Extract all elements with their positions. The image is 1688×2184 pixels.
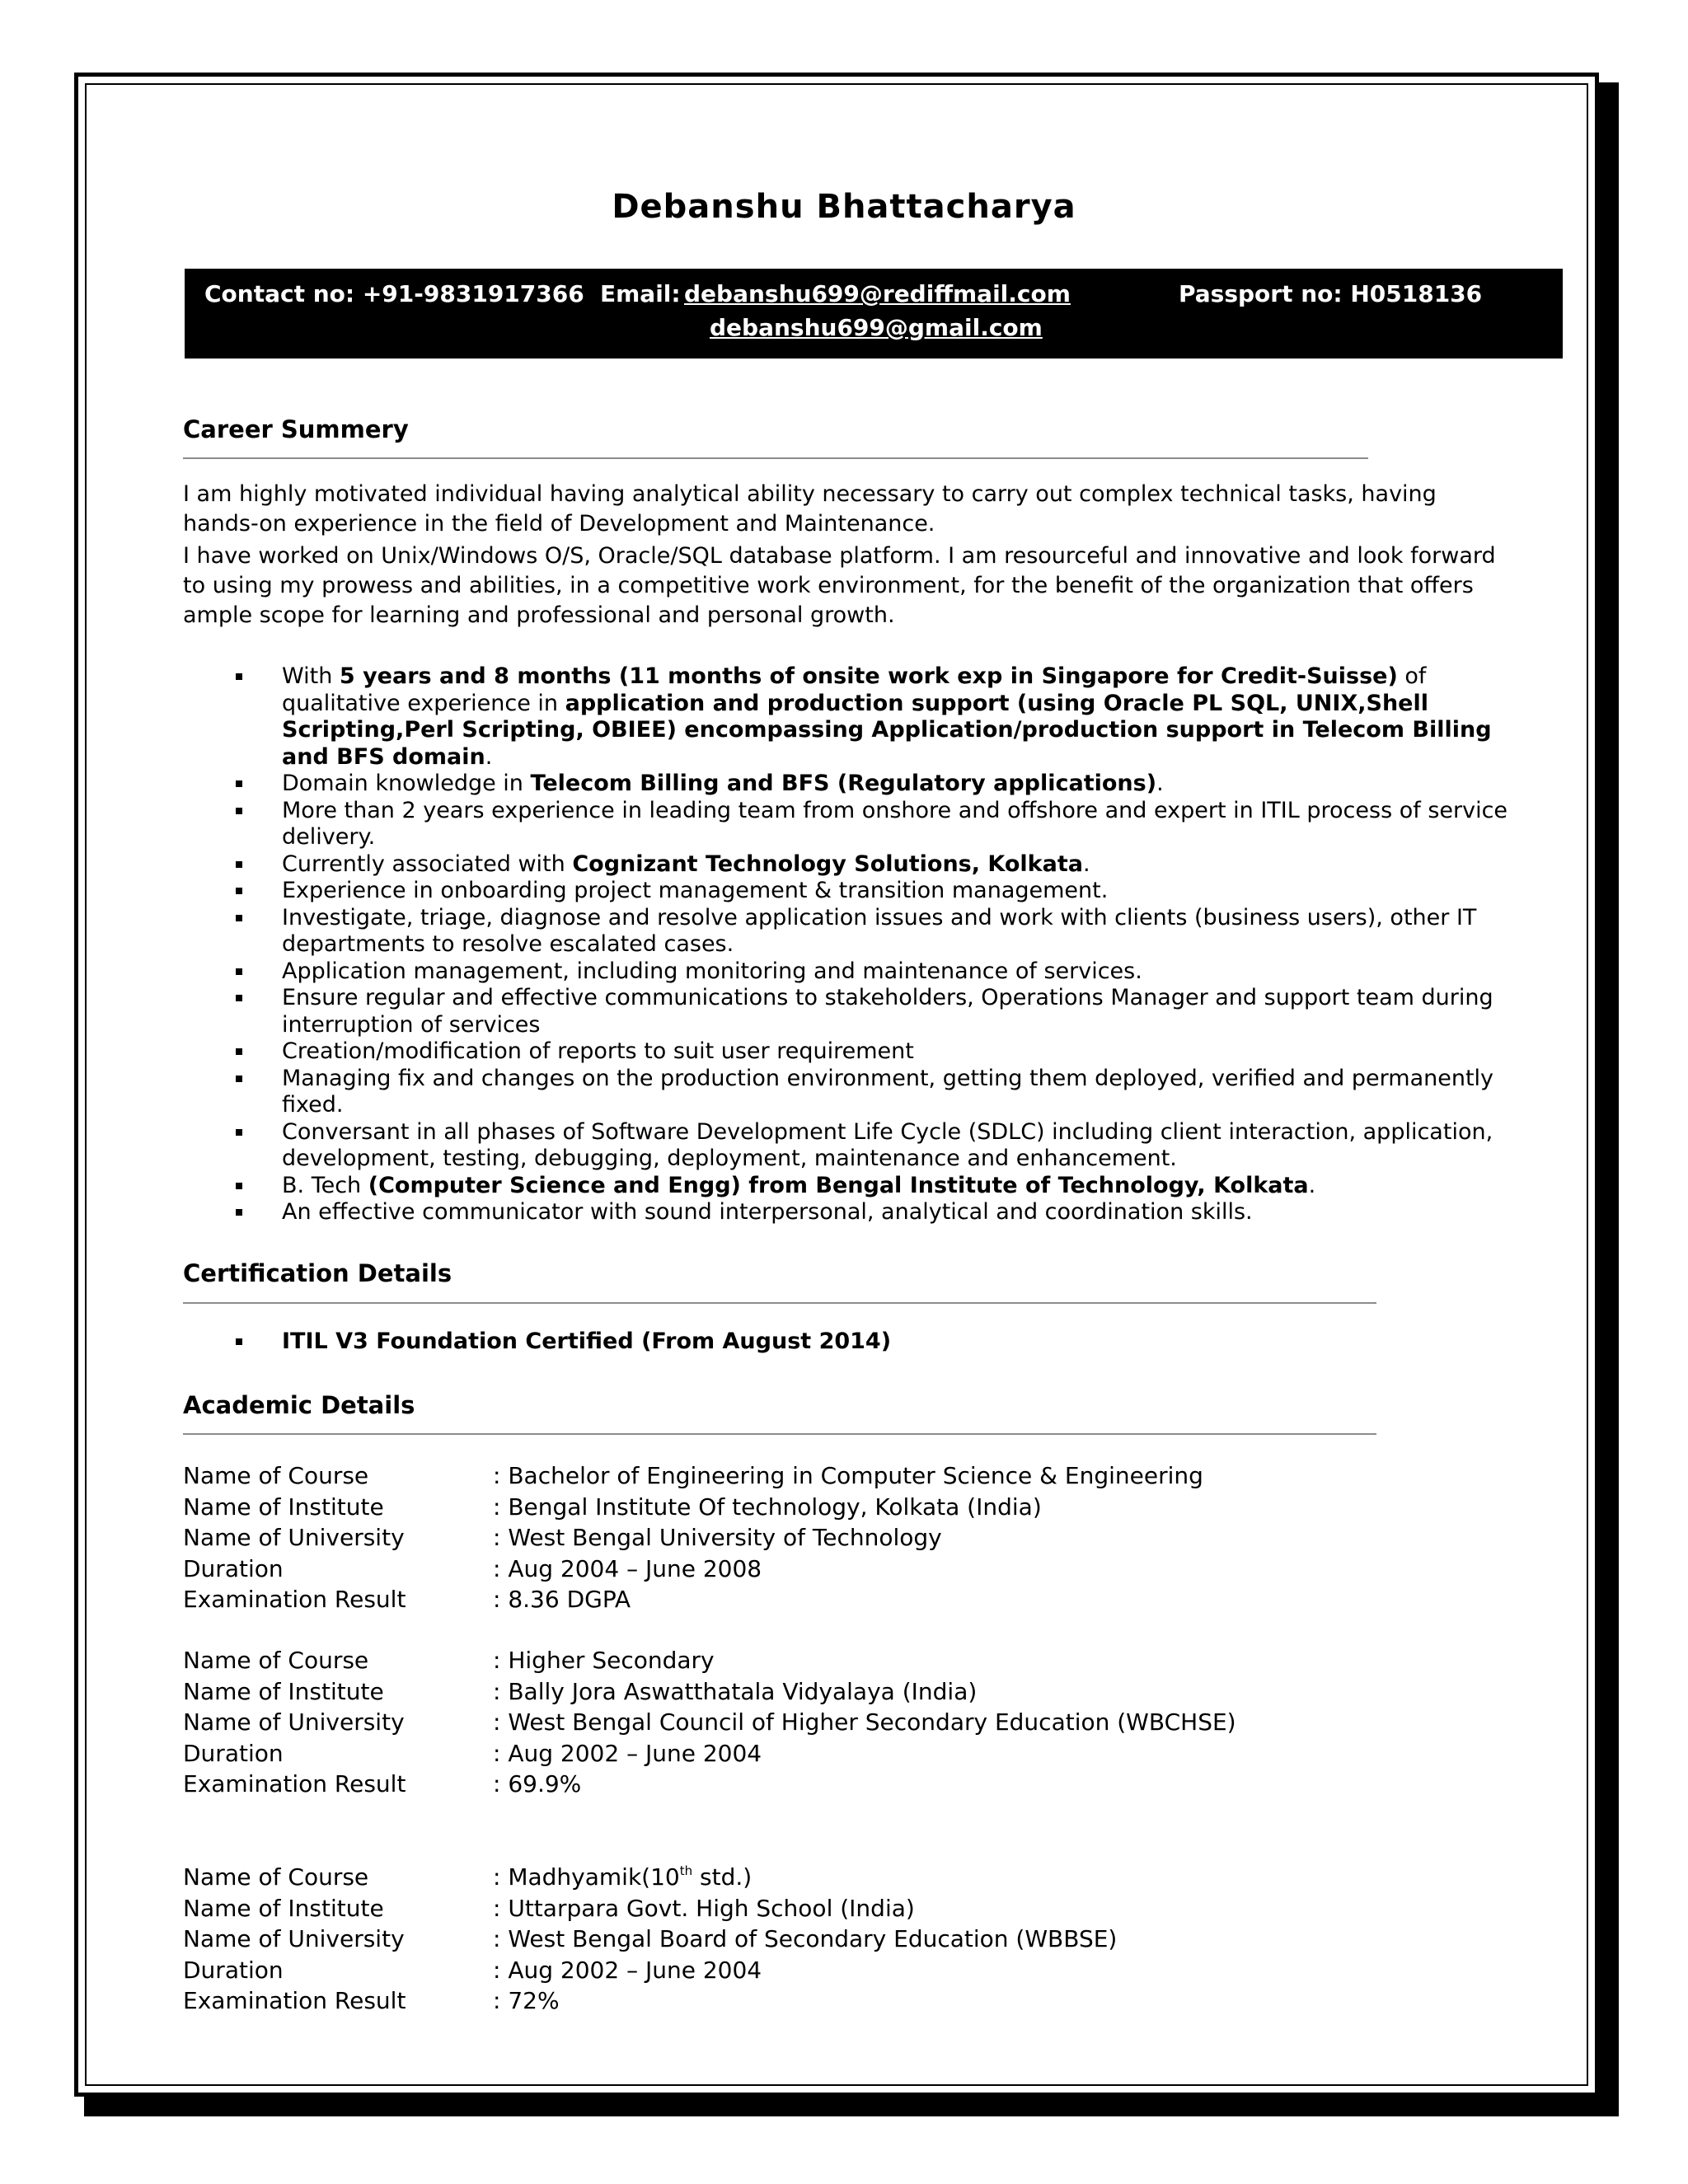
candidate-name: Debanshu Bhattacharya bbox=[612, 188, 1076, 226]
bullet-icon bbox=[236, 1048, 242, 1055]
list-item: More than 2 years experience in leading team from onshore and offshore and expert in ITIL process of service delivery. bbox=[183, 798, 1518, 851]
certification-list bbox=[183, 1329, 1518, 1356]
bullet-icon bbox=[236, 915, 242, 921]
bullet-icon bbox=[236, 808, 242, 814]
career-paragraph-2: I have worked on Unix/Windows O/S, Oracle/SQL database platform. I am resourceful and innovative and look forward to using my prowess and abilities, in a competitive work environment, for the benefit of the organization that offers ample scope for learning and professional and personal growth. bbox=[183, 543, 1496, 628]
contact-email-label: Email: bbox=[600, 280, 681, 307]
academic-heading: Academic Details bbox=[183, 1391, 415, 1419]
list-item: ITIL V3 Foundation Certified (From August 2014) bbox=[183, 1329, 1518, 1356]
email-link-primary[interactable]: debanshu699@rediffmail.com bbox=[684, 280, 1071, 307]
section-divider bbox=[183, 1302, 1376, 1304]
bullet-icon bbox=[236, 1183, 242, 1189]
email-link-secondary[interactable]: debanshu699@gmail.com bbox=[710, 314, 1043, 341]
list-item: An effective communicator with sound interpersonal, analytical and coordination skills. bbox=[183, 1199, 1518, 1226]
list-item: Investigate, triage, diagnose and resolve application issues and work with clients (business users), other IT departments to resolve escalated cases. bbox=[183, 905, 1518, 958]
list-item: Ensure regular and effective communications to stakeholders, Operations Manager and support team during interruption of services bbox=[183, 985, 1518, 1038]
bullet-icon bbox=[236, 968, 242, 975]
bullet-icon bbox=[236, 995, 242, 1001]
contact-passport: Passport no: H0518136 bbox=[1179, 280, 1483, 307]
career-summary-heading: Career Summery bbox=[183, 415, 409, 443]
bullet-icon bbox=[236, 1338, 242, 1345]
bullet-icon bbox=[236, 1129, 242, 1136]
bullet-icon bbox=[236, 780, 242, 787]
career-bullet-list bbox=[183, 663, 1518, 1226]
list-item: Application management, including monitoring and maintenance of services. bbox=[183, 958, 1518, 986]
bullet-icon bbox=[236, 861, 242, 868]
bullet-icon bbox=[236, 888, 242, 894]
list-item: Currently associated with Cognizant Technology Solutions, Kolkata. bbox=[183, 851, 1518, 879]
list-item: With 5 years and 8 months (11 months of onsite work exp in Singapore for Credit-Suisse) of qualitative experience in application and production support (using Oracle PL SQL, UNIX,Shell Scripting,Perl Scripting, OBIEE) encompassing Application/production support in Telecom Billing and BFS domain. bbox=[183, 663, 1518, 771]
certification-heading: Certification Details bbox=[183, 1259, 452, 1287]
list-item: Managing fix and changes on the production environment, getting them deployed, verified and permanently fixed. bbox=[183, 1066, 1518, 1119]
list-item: Domain knowledge in Telecom Billing and BFS (Regulatory applications). bbox=[183, 771, 1518, 798]
list-item: Conversant in all phases of Software Development Life Cycle (SDLC) including client interaction, application, development, testing, debugging, deployment, maintenance and enhancement. bbox=[183, 1119, 1518, 1173]
contact-phone: Contact no: +91-9831917366 bbox=[204, 280, 584, 307]
bullet-icon bbox=[236, 1076, 242, 1082]
career-paragraph-1: I am highly motivated individual having analytical ability necessary to carry out complex technical tasks, having hands-on experience in the field of Development and Maintenance. bbox=[183, 481, 1437, 537]
section-divider bbox=[183, 1433, 1376, 1435]
section-divider bbox=[183, 457, 1368, 459]
contact-bar bbox=[185, 269, 1563, 359]
list-item: B. Tech (Computer Science and Engg) from Bengal Institute of Technology, Kolkata. bbox=[183, 1173, 1518, 1200]
list-item: Creation/modification of reports to suit user requirement bbox=[183, 1038, 1518, 1066]
bullet-icon bbox=[236, 1209, 242, 1216]
bullet-icon bbox=[236, 673, 242, 680]
list-item: Experience in onboarding project management & transition management. bbox=[183, 878, 1518, 905]
